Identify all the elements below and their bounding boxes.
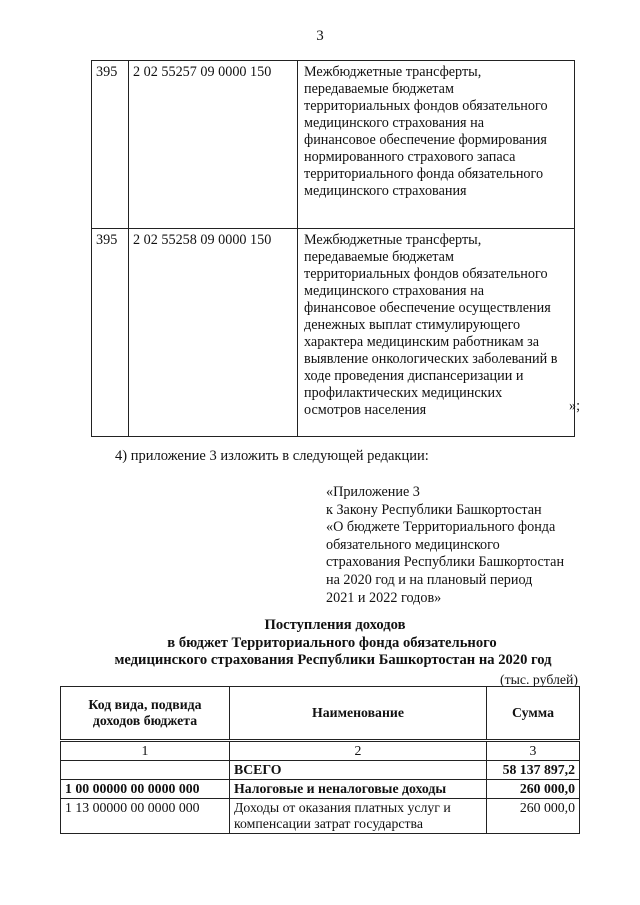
admin-code-cell: 395 bbox=[92, 61, 129, 229]
income-code bbox=[61, 761, 230, 780]
description-line: денежных выплат стимулирующего bbox=[304, 317, 521, 333]
units-label: (тыс. рублей) bbox=[499, 672, 578, 687]
description-line: финансовое обеспечение осуществления bbox=[304, 300, 551, 316]
appendix-line: 2021 и 2022 годов» bbox=[326, 589, 442, 606]
appendix-line: «Приложение 3 bbox=[326, 484, 420, 500]
description-line: осмотров населения bbox=[304, 402, 427, 418]
description-line: профилактических медицинских bbox=[304, 385, 503, 401]
revenue-code-cell: 2 02 55257 09 0000 150 bbox=[129, 61, 298, 229]
table-row bbox=[61, 799, 580, 834]
income-code: 1 00 00000 00 0000 000 bbox=[61, 780, 230, 799]
description-line: ходе проведения диспансеризации и bbox=[304, 368, 524, 384]
description-cell bbox=[298, 229, 575, 437]
revenue-codes-table bbox=[91, 60, 575, 437]
table-row bbox=[61, 780, 580, 799]
table-row bbox=[92, 61, 575, 229]
appendix-line: к Закону Республики Башкортостан bbox=[326, 501, 542, 518]
description-line: передаваемые бюджетам bbox=[304, 81, 454, 97]
description-line: Межбюджетные трансферты, bbox=[304, 64, 482, 80]
income-name: Налоговые и неналоговые доходы bbox=[230, 780, 487, 799]
description-line: территориальных фондов обязательного bbox=[304, 266, 548, 282]
title-line: медицинского страхования Республики Башкортостан на 2020 год bbox=[114, 652, 552, 668]
appendix-reference bbox=[326, 484, 564, 607]
description-line: финансовое обеспечение формирования bbox=[304, 132, 547, 148]
income-sum: 260 000,0 bbox=[487, 799, 580, 834]
description-cell bbox=[298, 61, 575, 229]
header-sum: Сумма bbox=[487, 687, 580, 741]
title-line: Поступления доходов bbox=[264, 617, 406, 633]
income-sum: 260 000,0 bbox=[487, 780, 580, 799]
income-name: ВСЕГО bbox=[230, 761, 487, 780]
instruction-text: 4) приложение 3 изложить в следующей редакции: bbox=[115, 448, 429, 464]
column-number-row bbox=[61, 741, 580, 761]
table-header-row bbox=[61, 687, 580, 741]
revenue-code-cell: 2 02 55258 09 0000 150 bbox=[129, 229, 298, 437]
description-line: характера медицинским работникам за bbox=[304, 334, 540, 350]
description-line: медицинского страхования на bbox=[304, 283, 485, 299]
column-number: 3 bbox=[487, 741, 580, 761]
appendix-line: «О бюджете Территориального фонда bbox=[326, 519, 556, 536]
description-line: территориального фонда обязательного bbox=[304, 166, 544, 182]
description-line: нормированного страхового запаса bbox=[304, 149, 516, 165]
income-code: 1 13 00000 00 0000 000 bbox=[61, 799, 230, 834]
income-name: Доходы от оказания платных услуг и компенсации затрат государства bbox=[230, 799, 487, 834]
header-code: Код вида, подвида доходов бюджета bbox=[61, 687, 230, 741]
table-row bbox=[61, 761, 580, 780]
income-table bbox=[60, 686, 580, 834]
description-line: медицинского страхования на bbox=[304, 115, 485, 131]
document-title bbox=[0, 617, 640, 670]
description-line: выявление онкологических заболеваний в bbox=[304, 351, 558, 367]
table-row bbox=[92, 229, 575, 437]
description-line: передаваемые бюджетам bbox=[304, 249, 454, 265]
admin-code-cell: 395 bbox=[92, 229, 129, 437]
closing-quote: »; bbox=[569, 398, 581, 414]
column-number: 1 bbox=[61, 741, 230, 761]
appendix-line: обязательного медицинского bbox=[326, 536, 500, 553]
column-number: 2 bbox=[230, 741, 487, 761]
appendix-line: страхования Республики Башкортостан bbox=[326, 554, 565, 571]
description-line: Межбюджетные трансферты, bbox=[304, 232, 482, 248]
page-number: 3 bbox=[316, 28, 324, 44]
appendix-line: на 2020 год и на плановый период bbox=[326, 571, 533, 588]
description-line: медицинского страхования bbox=[304, 183, 467, 199]
description-line: территориальных фондов обязательного bbox=[304, 98, 548, 114]
income-sum: 58 137 897,2 bbox=[487, 761, 580, 780]
header-name: Наименование bbox=[230, 687, 487, 741]
title-line: в бюджет Территориального фонда обязательного bbox=[167, 634, 497, 651]
